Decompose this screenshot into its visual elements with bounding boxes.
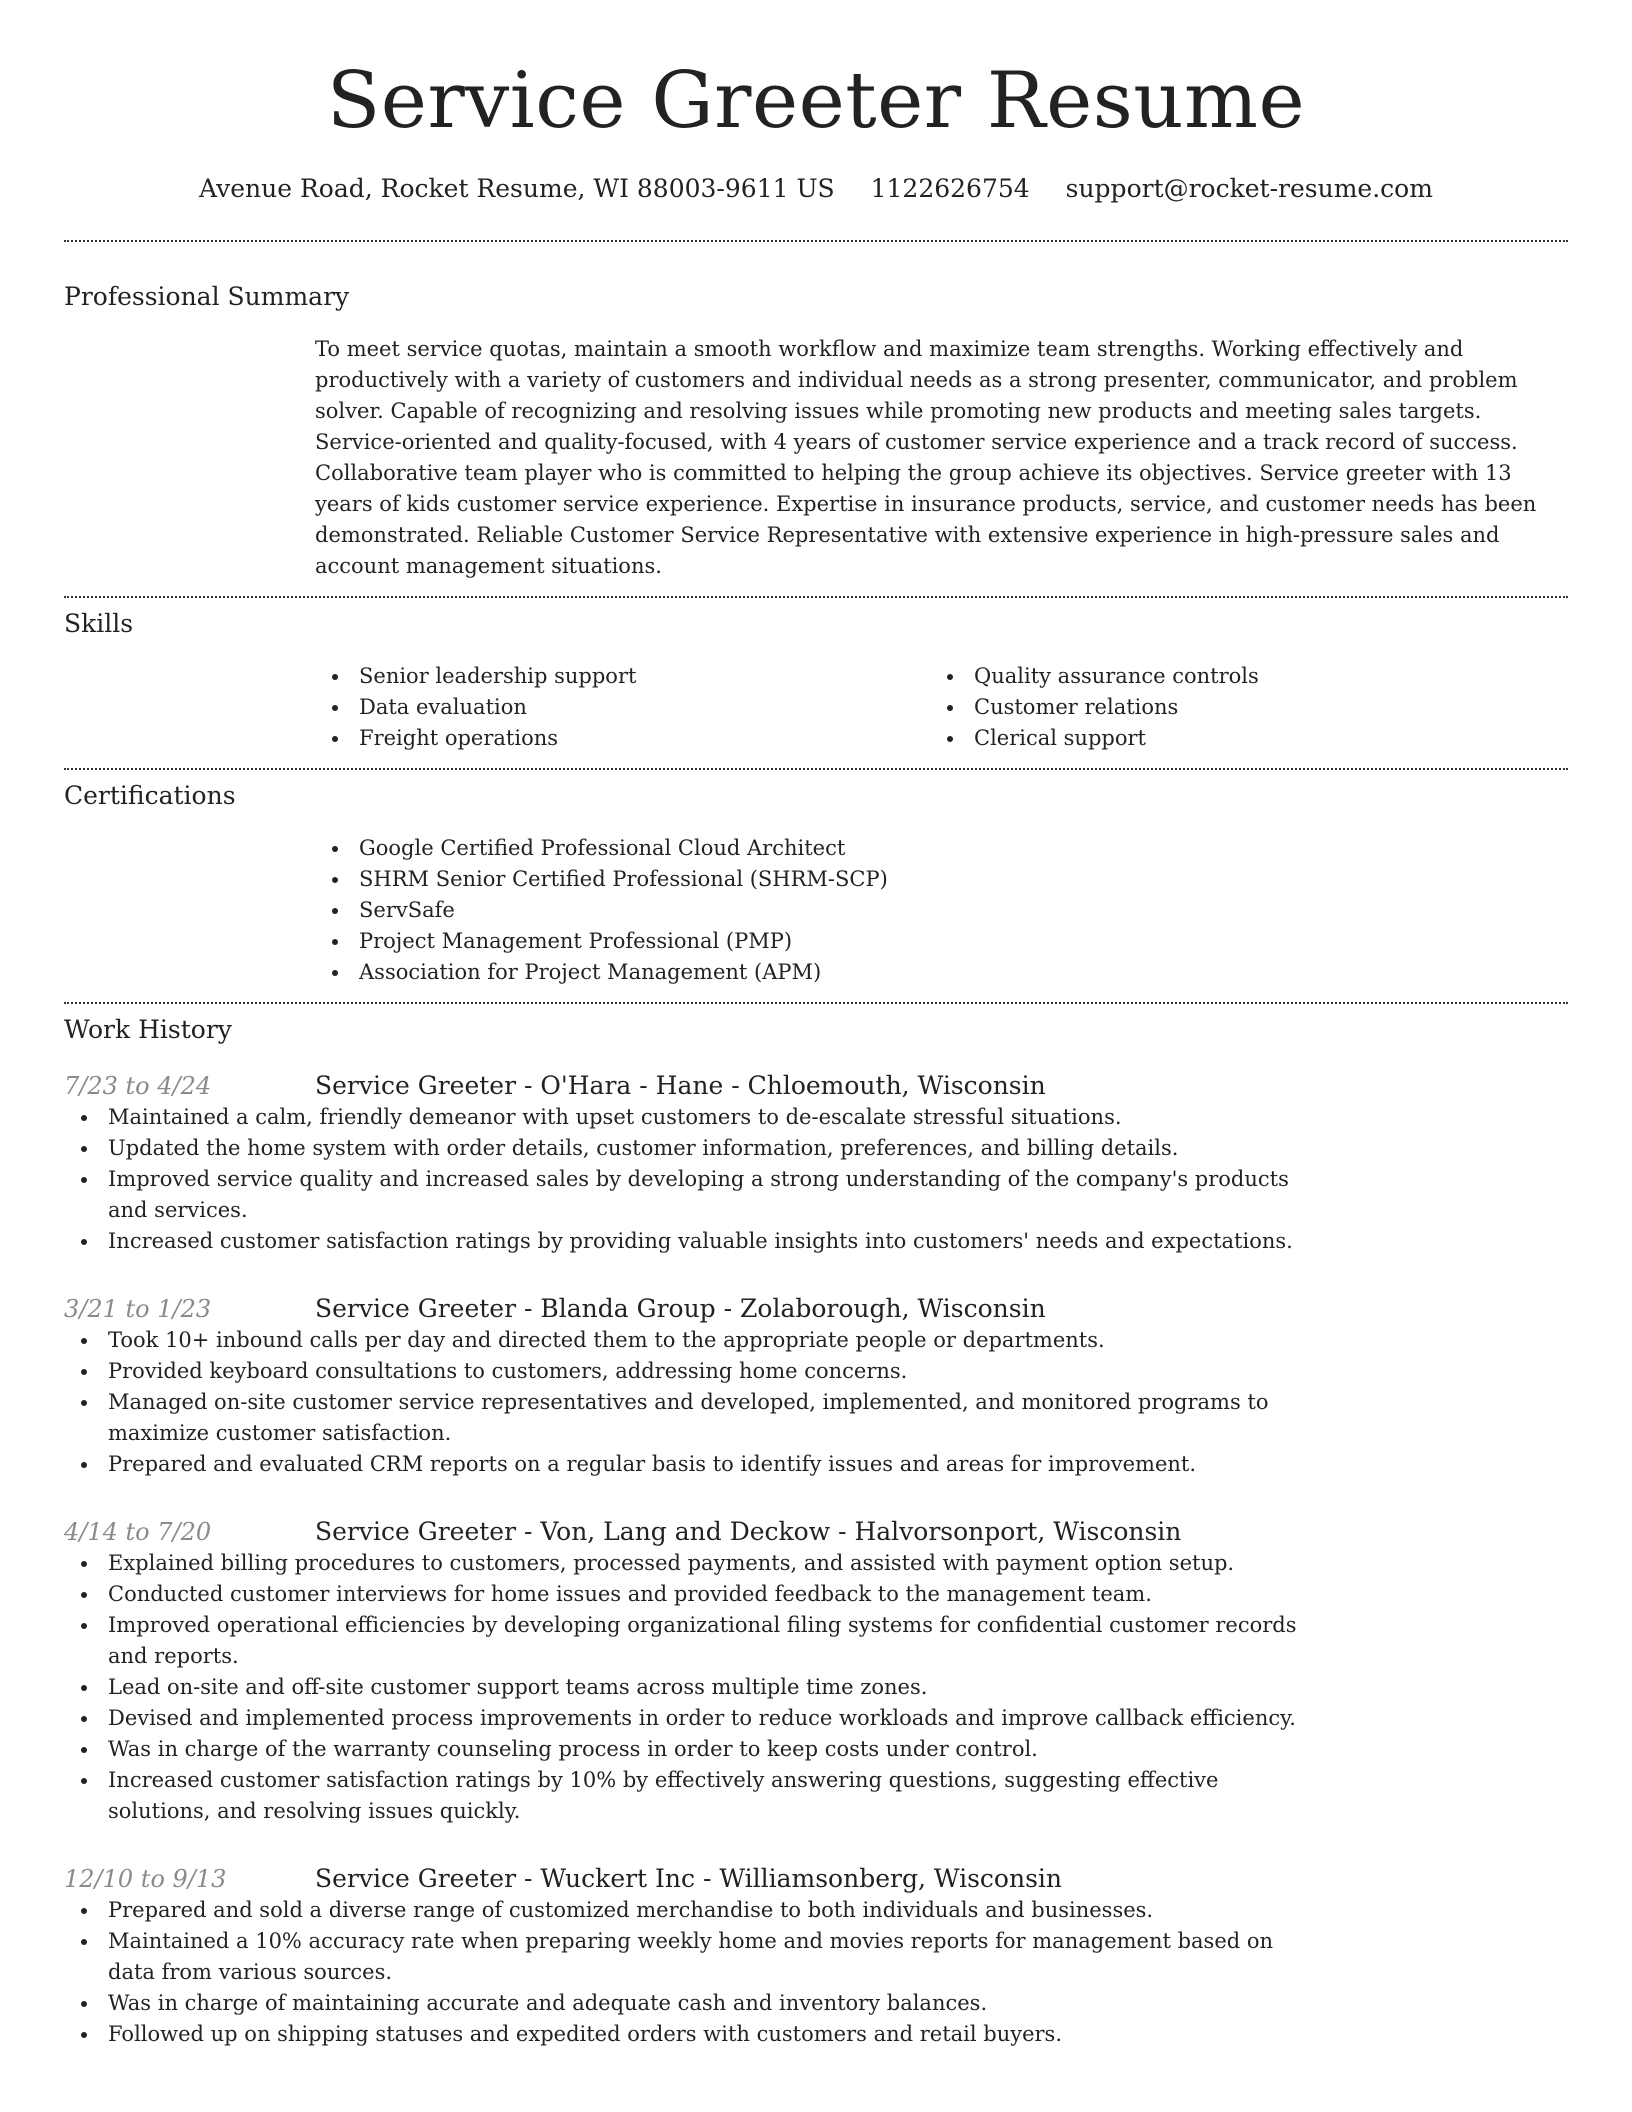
skill-item: Data evaluation (315, 692, 930, 723)
job-bullets (64, 1325, 1317, 1480)
job-bullets (64, 1895, 1317, 2050)
job-bullets (64, 1102, 1317, 1257)
job-entry (64, 1863, 1568, 2050)
job-entry (64, 1070, 1568, 1257)
summary-text: To meet service quotas, maintain a smooth workflow and maximize team strengths. Working effectively and productively with a variety of customers and individual needs as a strong presenter, communicator, and problem solver. Capable of recognizing and resolving issues while promoting new products and meeting sales targets. Service-oriented and quality-focused, with 4 years of customer service experience and a track record of success. Collaborative team player who is committed to helping the group achieve its objectives. Service greeter with 13 years of kids customer service experience. Expertise in insurance products, service, and customer needs has been demonstrated. Reliable Customer Service Representative with extensive experience in high-pressure sales and account management situations. (315, 337, 1537, 578)
skill-item: Quality assurance controls (930, 661, 1545, 692)
job-dates: 4/14 to 7/20 (64, 1518, 212, 1546)
job-title: Service Greeter - O'Hara - Hane - Chloemouth, Wisconsin (315, 1071, 1046, 1100)
job-bullet: Improved service quality and increased sales by developing a strong understanding of the company's products and services. (64, 1164, 1317, 1226)
job-bullet: Conducted customer interviews for home issues and provided feedback to the management team. (64, 1579, 1317, 1610)
job-bullet: Followed up on shipping statuses and expedited orders with customers and retail buyers. (64, 2019, 1317, 2050)
skills-list-right (930, 661, 1545, 754)
certification-item: Project Management Professional (PMP) (315, 926, 1568, 957)
certification-item: ServSafe (315, 895, 1568, 926)
certifications-list (315, 833, 1568, 988)
contact-email: support@rocket-resume.com (1065, 174, 1433, 203)
job-bullet: Provided keyboard consultations to customers, addressing home concerns. (64, 1356, 1317, 1387)
work-history-heading: Work History (64, 1015, 232, 1044)
job-dates: 12/10 to 9/13 (64, 1865, 227, 1893)
job-title: Service Greeter - Blanda Group - Zolaborough, Wisconsin (315, 1294, 1046, 1323)
skills-section (64, 609, 1568, 754)
contact-phone: 1122626754 (870, 174, 1030, 203)
job-bullet: Took 10+ inbound calls per day and directed them to the appropriate people or departments. (64, 1325, 1317, 1356)
job-bullet: Maintained a 10% accuracy rate when preparing weekly home and movies reports for management based on data from various sources. (64, 1926, 1317, 1988)
job-bullet: Maintained a calm, friendly demeanor with upset customers to de-escalate stressful situations. (64, 1102, 1317, 1133)
job-entry (64, 1293, 1568, 1480)
certification-item: Association for Project Management (APM) (315, 957, 1568, 988)
skill-item: Clerical support (930, 723, 1545, 754)
work-history-section (64, 1015, 1568, 2050)
job-dates: 7/23 to 4/24 (64, 1072, 212, 1100)
certifications-heading: Certifications (64, 781, 236, 810)
contact-info (64, 174, 1568, 204)
certifications-section (64, 781, 1568, 988)
certification-item: Google Certified Professional Cloud Architect (315, 833, 1568, 864)
job-bullet: Lead on-site and off-site customer support teams across multiple time zones. (64, 1672, 1317, 1703)
skill-item: Freight operations (315, 723, 930, 754)
job-bullets (64, 1548, 1317, 1827)
resume-title: Service Greeter Resume (326, 56, 1306, 146)
job-dates: 3/21 to 1/23 (64, 1295, 212, 1323)
job-bullet: Devised and implemented process improvements in order to reduce workloads and improve callback efficiency. (64, 1703, 1317, 1734)
summary-heading: Professional Summary (64, 282, 350, 311)
job-bullet: Managed on-site customer service representatives and developed, implemented, and monitored programs to maximize customer satisfaction. (64, 1387, 1317, 1449)
job-bullet: Increased customer satisfaction ratings by providing valuable insights into customers' needs and expectations. (64, 1226, 1317, 1257)
job-bullet: Prepared and evaluated CRM reports on a regular basis to identify issues and areas for improvement. (64, 1449, 1317, 1480)
skill-item: Senior leadership support (315, 661, 930, 692)
job-bullet: Was in charge of the warranty counseling process in order to keep costs under control. (64, 1734, 1317, 1765)
job-bullet: Updated the home system with order details, customer information, preferences, and billing details. (64, 1133, 1317, 1164)
section-divider (64, 1002, 1568, 1004)
resume-page (64, 0, 1568, 2050)
skills-heading: Skills (64, 609, 134, 638)
job-bullet: Increased customer satisfaction ratings by 10% by effectively answering questions, suggesting effective solutions, and resolving issues quickly. (64, 1765, 1317, 1827)
section-divider (64, 596, 1568, 598)
skill-item: Customer relations (930, 692, 1545, 723)
summary-section (64, 282, 1568, 582)
job-title: Service Greeter - Wuckert Inc - Williamsonberg, Wisconsin (315, 1864, 1063, 1893)
job-bullet: Prepared and sold a diverse range of customized merchandise to both individuals and businesses. (64, 1895, 1317, 1926)
job-entry (64, 1516, 1568, 1827)
section-divider (64, 240, 1568, 242)
section-divider (64, 768, 1568, 770)
job-bullet: Improved operational efficiencies by developing organizational filing systems for confidential customer records and reports. (64, 1610, 1317, 1672)
job-bullet: Explained billing procedures to customers, processed payments, and assisted with payment option setup. (64, 1548, 1317, 1579)
job-title: Service Greeter - Von, Lang and Deckow - Halvorsonport, Wisconsin (315, 1517, 1182, 1546)
contact-address: Avenue Road, Rocket Resume, WI 88003-9611 US (199, 174, 835, 203)
skills-list-left (315, 661, 930, 754)
job-bullet: Was in charge of maintaining accurate and adequate cash and inventory balances. (64, 1988, 1317, 2019)
certification-item: SHRM Senior Certified Professional (SHRM-SCP) (315, 864, 1568, 895)
